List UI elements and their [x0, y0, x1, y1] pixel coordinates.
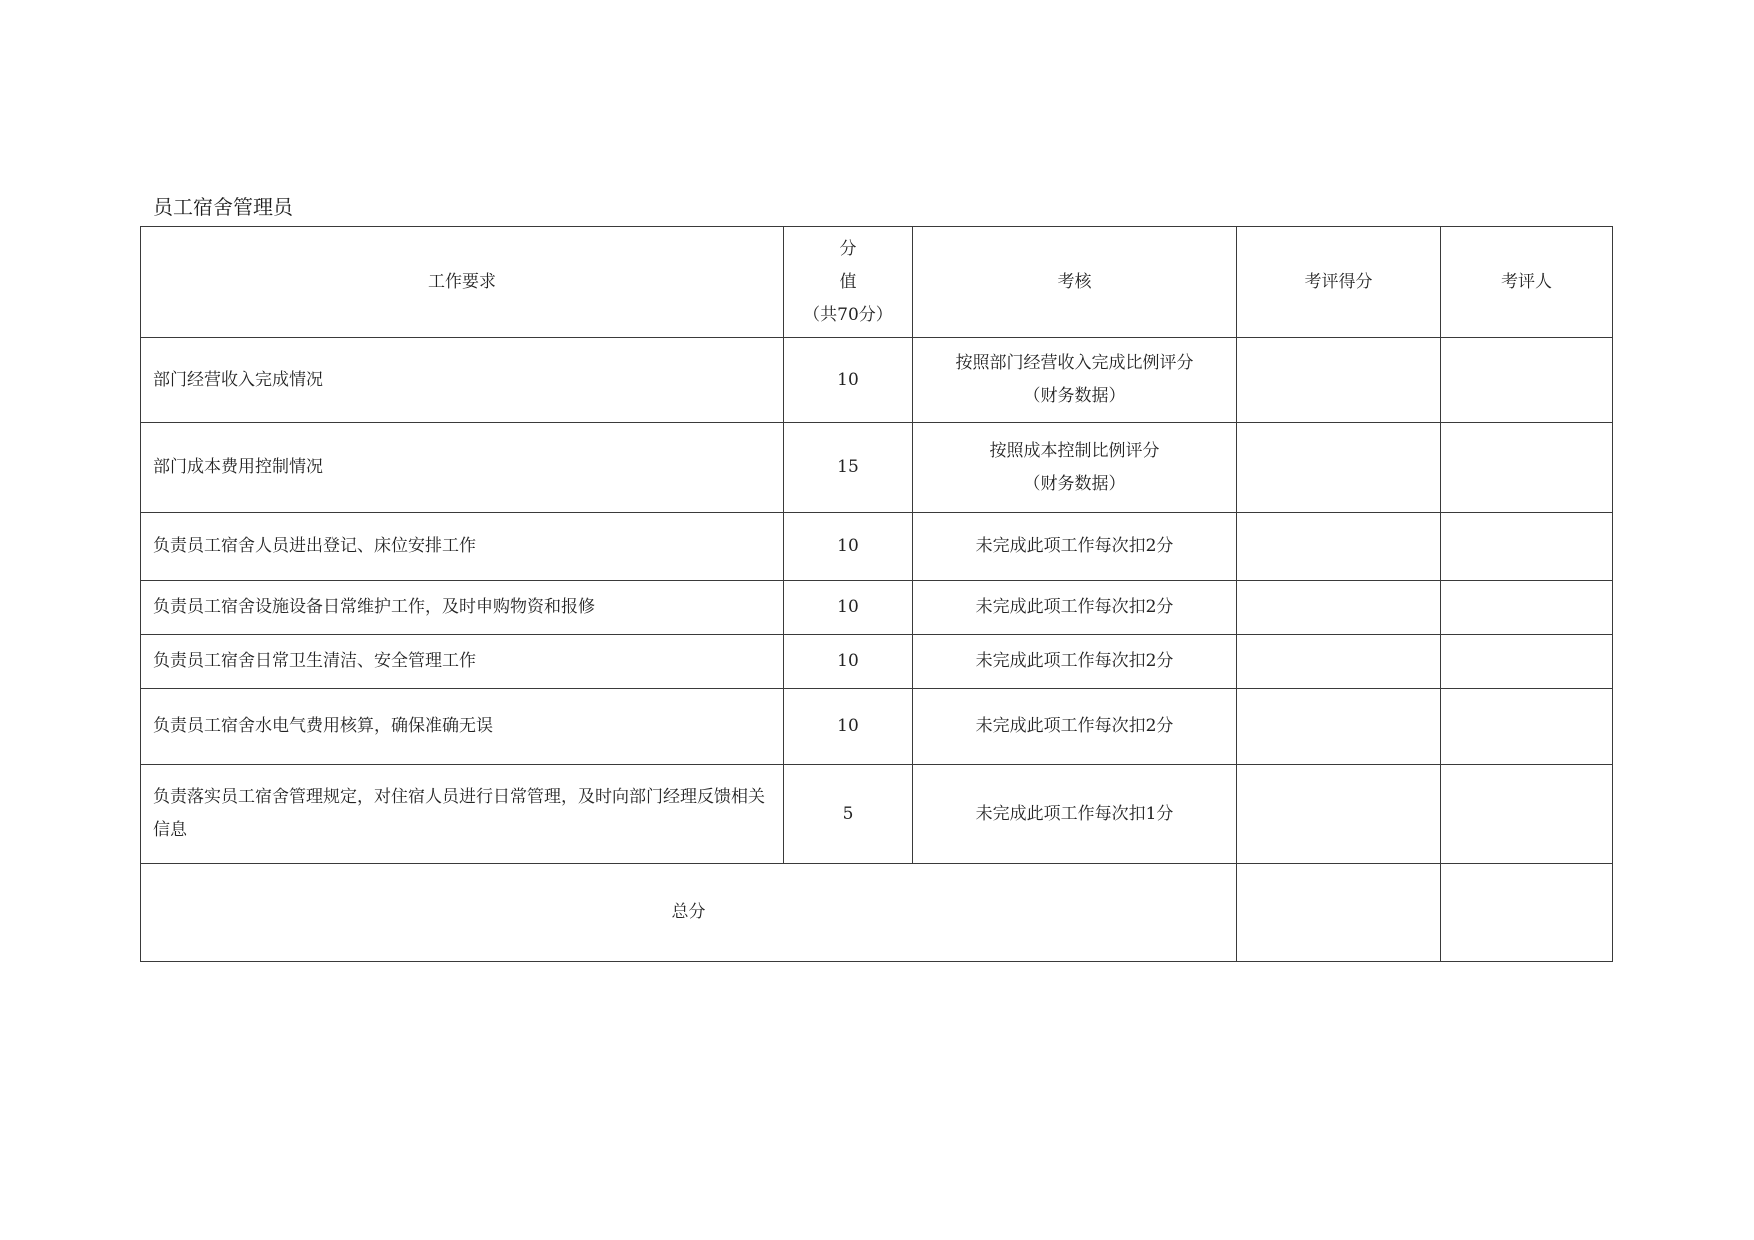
total-row: [141, 864, 1613, 962]
evaluator-cell[interactable]: [1441, 689, 1613, 765]
assessment-cell: [913, 338, 1237, 423]
value-cell: 10: [784, 581, 913, 635]
value-cell: 10: [784, 338, 913, 423]
assessment-text: 按照成本控制比例评分: [989, 440, 1160, 461]
evaluator-cell[interactable]: [1441, 338, 1613, 423]
evaluator-cell[interactable]: [1441, 635, 1613, 689]
value-cell: 5: [784, 765, 913, 864]
table-row: [141, 765, 1613, 864]
header-score: 考评得分: [1237, 227, 1441, 338]
assessment-table: [140, 226, 1613, 962]
table-row: [141, 423, 1613, 513]
value-cell: 10: [784, 635, 913, 689]
header-requirement: 工作要求: [141, 227, 784, 338]
header-value-label: 分 值: [839, 238, 875, 292]
header-evaluator: 考评人: [1441, 227, 1613, 338]
requirement-cell: 部门成本费用控制情况: [141, 423, 784, 513]
table-row: [141, 581, 1613, 635]
requirement-cell: 负责员工宿舍水电气费用核算，确保准确无误: [141, 689, 784, 765]
assessment-cell: 未完成此项工作每次扣2分: [913, 581, 1237, 635]
evaluator-cell[interactable]: [1441, 423, 1613, 513]
table-row: [141, 513, 1613, 581]
score-cell[interactable]: [1237, 581, 1441, 635]
score-cell[interactable]: [1237, 689, 1441, 765]
evaluator-cell[interactable]: [1441, 765, 1613, 864]
header-value-total: （共70分）: [803, 304, 893, 325]
assessment-cell: 未完成此项工作每次扣1分: [913, 765, 1237, 864]
score-cell[interactable]: [1237, 765, 1441, 864]
assessment-note: （财务数据）: [1023, 473, 1126, 494]
requirement-cell: 负责员工宿舍人员进出登记、床位安排工作: [141, 513, 784, 581]
total-label: 总分: [141, 864, 1237, 962]
requirement-cell: 负责员工宿舍日常卫生清洁、安全管理工作: [141, 635, 784, 689]
requirement-cell: 负责落实员工宿舍管理规定，对住宿人员进行日常管理，及时向部门经理反馈相关信息: [141, 765, 784, 864]
total-score-cell[interactable]: [1237, 864, 1441, 962]
score-cell[interactable]: [1237, 423, 1441, 513]
total-evaluator-cell[interactable]: [1441, 864, 1613, 962]
table-row: [141, 689, 1613, 765]
score-cell[interactable]: [1237, 513, 1441, 581]
value-cell: 10: [784, 513, 913, 581]
value-cell: 10: [784, 689, 913, 765]
assessment-note: （财务数据）: [1023, 386, 1126, 406]
assessment-text: 按照部门经营收入完成比例评分: [955, 353, 1194, 373]
assessment-cell: 未完成此项工作每次扣2分: [913, 689, 1237, 765]
evaluator-cell[interactable]: [1441, 581, 1613, 635]
assessment-cell: [913, 423, 1237, 513]
table-row: [141, 338, 1613, 423]
value-cell: 15: [784, 423, 913, 513]
table-header-row: [141, 227, 1613, 338]
requirement-cell: 负责员工宿舍设施设备日常维护工作，及时申购物资和报修: [141, 581, 784, 635]
assessment-cell: 未完成此项工作每次扣2分: [913, 513, 1237, 581]
score-cell[interactable]: [1237, 338, 1441, 423]
score-cell[interactable]: [1237, 635, 1441, 689]
requirement-cell: 部门经营收入完成情况: [141, 338, 784, 423]
header-value: [784, 227, 913, 338]
header-assessment: 考核: [913, 227, 1237, 338]
evaluator-cell[interactable]: [1441, 513, 1613, 581]
document-title: 员工宿舍管理员: [153, 195, 293, 219]
table-row: [141, 635, 1613, 689]
assessment-cell: 未完成此项工作每次扣2分: [913, 635, 1237, 689]
